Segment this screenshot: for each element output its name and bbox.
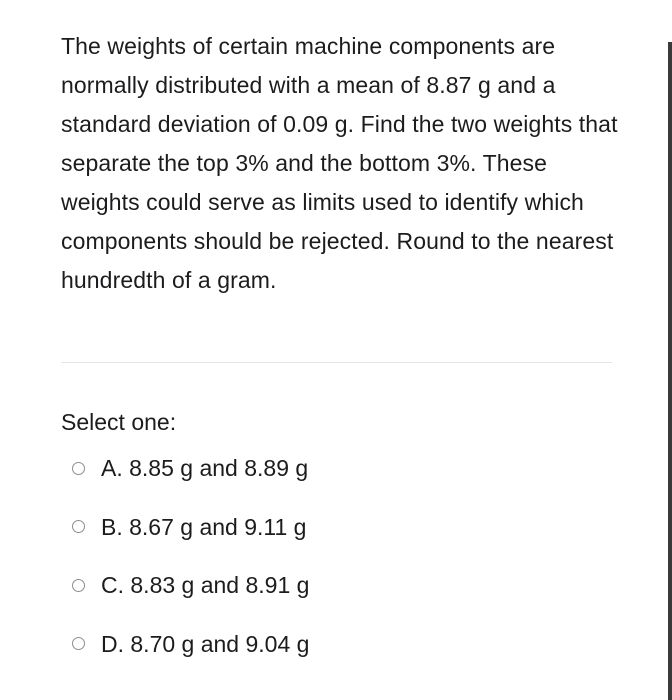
answer-option-c[interactable] — [72, 569, 309, 601]
radio-button-icon[interactable] — [72, 579, 85, 592]
radio-button-icon[interactable] — [72, 462, 85, 475]
radio-button-icon[interactable] — [72, 637, 85, 650]
divider — [61, 362, 612, 363]
answer-option-a[interactable] — [72, 452, 309, 484]
answer-option-b[interactable] — [72, 511, 309, 543]
scroll-edge — [668, 42, 672, 700]
answer-option-label: D. 8.70 g and 9.04 g — [101, 630, 310, 657]
answer-options — [72, 452, 309, 686]
question-text: The weights of certain machine components are normally distributed with a mean of 8.87 g and a standard deviation of 0.09 g. Find the two weights that separate the top 3% and the bottom 3%. These weights could serve as limits used to identify which components should be rejected. Round to the nearest hundredth of a gram. — [61, 33, 618, 293]
select-one-prompt: Select one: — [61, 409, 177, 435]
radio-button-icon[interactable] — [72, 520, 85, 533]
answer-option-label: B. 8.67 g and 9.11 g — [101, 513, 307, 540]
answer-option-label: A. 8.85 g and 8.89 g — [101, 455, 309, 481]
answer-option-label: C. 8.83 g and 8.91 g — [101, 572, 310, 598]
answer-option-d[interactable] — [72, 628, 309, 660]
